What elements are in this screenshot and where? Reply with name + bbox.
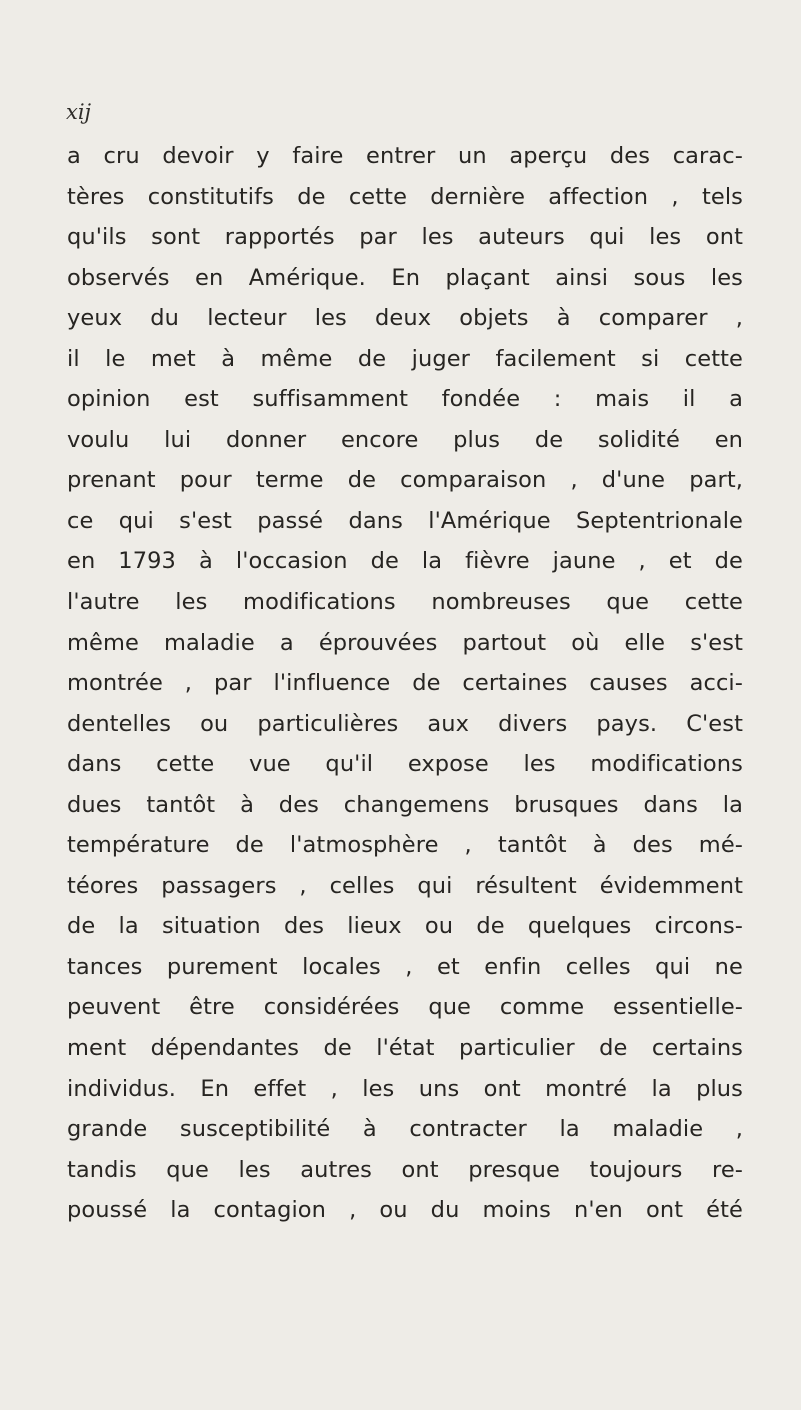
text-line: a cru devoir y faire entrer un aperçu des carac- — [67, 143, 743, 169]
text-line: montrée , par l'influence de certaines causes acci- — [67, 670, 743, 697]
text-line: qu'ils sont rapportés par les auteurs qui les ont — [67, 224, 743, 251]
text-line: peuvent être considérées que comme essentielle- — [67, 994, 743, 1021]
text-line: téores passagers , celles qui résultent évidemment — [67, 872, 743, 899]
text-line: température de l'atmosphère , tantôt à des mé- — [67, 832, 743, 859]
text-line: il le met à même de juger facilement si cette — [67, 345, 743, 372]
text-line: dans cette vue qu'il expose les modifications — [67, 751, 743, 778]
text-line: en 1793 à l'occasion de la fièvre jaune , et de — [67, 548, 743, 575]
text-line: opinion est suffisamment fondée : mais il a — [67, 386, 743, 413]
text-line: yeux du lecteur les deux objets à comparer , — [67, 305, 743, 332]
text-line: dues tantôt à des changemens brusques dans la — [67, 791, 743, 818]
text-line: ment dépendantes de l'état particulier de certains — [67, 1035, 743, 1062]
text-line: individus. En effet , les uns ont montré la plus — [67, 1075, 743, 1102]
page-number: xij — [66, 100, 92, 124]
text-line: observés en Amérique. En plaçant ainsi sous les — [67, 264, 743, 291]
text-line: ce qui s'est passé dans l'Amérique Septentrionale — [67, 507, 743, 534]
text-line: de la situation des lieux ou de quelques circons- — [67, 913, 743, 940]
text-line: poussé la contagion , ou du moins n'en ont été — [67, 1197, 743, 1224]
text-line: tandis que les autres ont presque toujours re- — [67, 1156, 743, 1183]
text-line: tères constitutifs de cette dernière affection , tels — [67, 183, 743, 210]
text-line: dentelles ou particulières aux divers pays. C'est — [67, 710, 743, 737]
text-line: prenant pour terme de comparaison , d'une part, — [67, 467, 743, 494]
text-line: tances purement locales , et enfin celles qui ne — [67, 953, 743, 980]
text-line: l'autre les modifications nombreuses que cette — [67, 589, 743, 616]
text-line: voulu lui donner encore plus de solidité en — [67, 426, 743, 453]
text-line: grande susceptibilité à contracter la maladie , — [67, 1116, 743, 1143]
text-line: même maladie a éprouvées partout où elle s'est — [67, 629, 743, 656]
body-text — [67, 136, 743, 1231]
